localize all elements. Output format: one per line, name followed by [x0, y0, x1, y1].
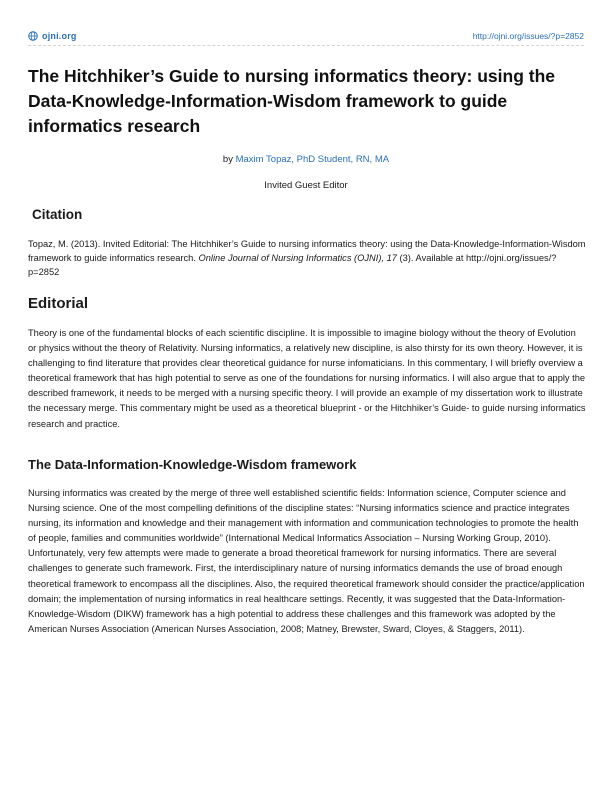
citation-main: Topaz, M. (2013). Invited Editorial: The Hitchhiker’s Guide to nursing informatics theory: using the Data-Knowledge-Information-Wisdom framework to guide informatics research. [28, 239, 586, 264]
byline-prefix: by [222, 154, 236, 165]
page-header [28, 28, 584, 44]
page-url-link[interactable]: http://ojni.org/issues/?p=2852 [472, 31, 584, 41]
site-link[interactable] [28, 31, 77, 41]
article-title: The Hitchhiker’s Guide to nursing informatics theory: using the Data-Knowledge-Information-Wisdom framework to guide informatics research [28, 66, 555, 136]
citation-text [28, 237, 586, 280]
byline [28, 154, 584, 165]
author-role: Invited Guest Editor [264, 180, 348, 191]
globe-icon [28, 31, 38, 41]
dikw-paragraph: Nursing informatics was created by the merge of three well established scientific fields: Information science, Computer science and Nursing science. One of the most compelling definitions of the discipline states: “Nursing informatics science and practice integrates nursing, its information and knowledge and their management with information and communication technologies to promote the health of people, families and communities worldwide” (International Medical Informatics Association – Nursing Working Group, 2010). Unfortunately, very few attempts were made to generate a broad theoretical framework for nursing informatics. There are several challenges to generate such framework. First, the interdisciplinary nature of nursing informatics demands the use of broad enough theoretical framework to encompass all the disciplines. Also, the required theoretical framework should consider the practice/application domain; the implementation of nursing informatics in real healthcare settings. Recently, it was suggested that the Data-Information-Knowledge-Wisdom (DIKW) framework has a high potential to address these challenges and this framework was adopted by the American Nurses Association (American Nurses Association, 2008; Matney, Brewster, Sward, Cloyes, & Staggers, 2011). [28, 488, 585, 634]
dikw-heading: The Data-Information-Knowledge-Wisdom framework [28, 457, 357, 472]
header-divider [28, 45, 584, 46]
citation-heading: Citation [32, 207, 83, 222]
citation-journal: Online Journal of Nursing Informatics (OJNI), 17 [198, 253, 397, 264]
editorial-heading: Editorial [28, 295, 89, 312]
site-name: ojni.org [42, 31, 77, 41]
editorial-paragraph: Theory is one of the fundamental blocks of each scientific discipline. It is impossible to imagine biology without the theory of Evolution or physics without the theory of Relativity. Nursing informatics, a relatively new discipline, is also thirsty for its own theory. However, it is challenging to find literature that provides clear theoretical guidance for nurse infomaticians. In this commentary, I will briefly overview a theoretical framework that has high potential to serve as one of the foundations for nursing informatics. I will also argue that to apply the described framework, it needs to be merged with a nursing specific theory. I will provide an example of my dissertation work to illustrate the necessary merge. This commentary might be used as a theoretical blueprint - or the Hitchhiker’s Guide- to guide nursing informatics research and practice. [28, 328, 586, 429]
author-link[interactable]: Maxim Topaz, PhD Student, RN, MA [235, 154, 390, 165]
citation-availability: (3). Available at http://ojni.org/issues/?p=2852 [28, 253, 557, 278]
